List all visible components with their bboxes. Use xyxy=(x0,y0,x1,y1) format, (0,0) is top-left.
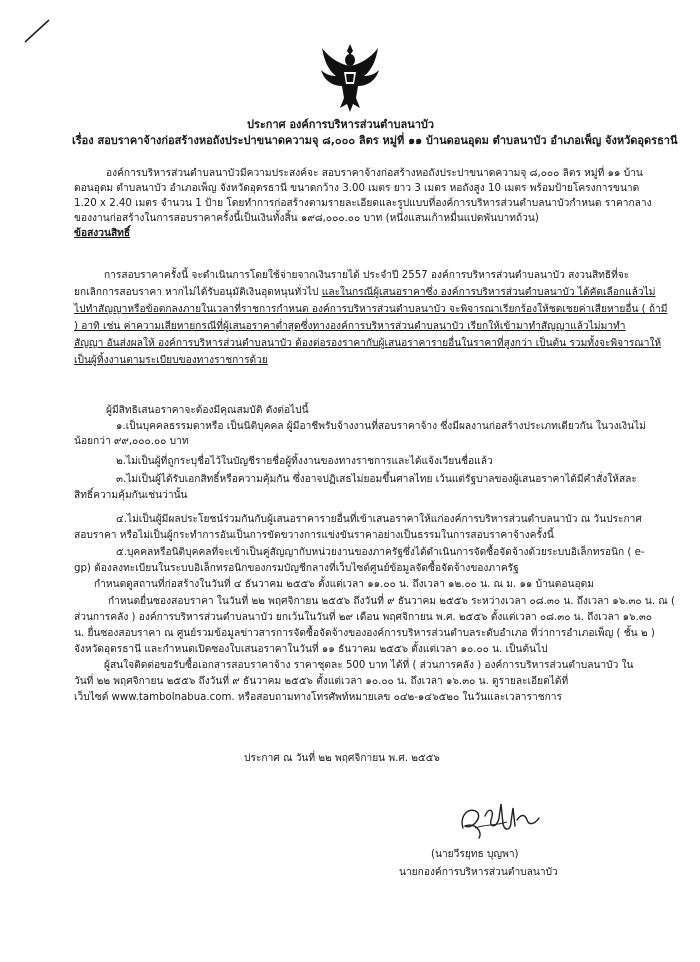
reserve-line: การสอบราคาครั้งนี้ จะดำเนินการโดยใช้จ่ายจากเงินรายได้ ประจำปี 2557 องค์การบริหารส่วนตำบลนาบัว สงวนสิทธิที่จะ xyxy=(104,270,630,281)
reserve-heading: ข้อสงวนสิทธิ์ xyxy=(74,228,131,239)
announcement-title: ประกาศ องค์การบริหารส่วนตำบลนาบัว xyxy=(247,118,435,131)
intro-line: ของงานก่อสร้างในการสอบราคาครั้งนี้เป็นเงินทั้งสิ้น ๑๙๘,๐๐๐.๐๐ บาท (หนึ่งแสนเก้าหมื่นแปดพันบาทถ้วน) xyxy=(74,213,539,224)
schedule-line: กำหนดดูสถานที่ก่อสร้างในวันที่ ๔ ธันวาคม ๒๕๕๖ ตั้งแต่เวลา ๑๑.๐๐ น. ถึงเวลา ๑๒.๐๐ น. ณ ม. ๑๑ บ้านดอนอุดม xyxy=(94,579,594,590)
reserve-line: สัญญา อันส่งผลให้ องค์การบริหารส่วนตำบลนาบัว ต้องต่อรองราคากับผู้เสนอราคารายอื่นในราคาที่สูงกว่า เป็นต้น รวมทั้งจะพิจารณาให้ xyxy=(74,338,662,349)
reserve-line: เป็นผู้ทิ้งงานตามระเบียบของทางราชการด้วย xyxy=(74,355,268,366)
intro-line: 1.20 x 2.40 เมตร จำนวน 1 ป้าย โดยทำการก่อสร้างตามรายละเอียดและรูปแบบที่องค์การบริหารส่วนตำบลนาบัวกำหนด ราคากลาง xyxy=(74,198,652,209)
schedule-line: ส่วนการคลัง ) องค์การบริหารส่วนตำบลนาบัว ยกเว้นในวันที่ ๒๙ เดือน พฤศจิกายน พ.ศ. ๒๕๕๖ ตั้งแต่เวลา ๐๘.๓๐ น. ถึงเวลา ๑๖.๓๐ xyxy=(74,612,653,623)
intro-line: ดอนอุดม ตำบลนาบัว อำเภอเพ็ญ จังหวัดอุดรธานี ขนาดกว้าง 3.00 เมตร ยาว 3 เมตร หอถังสูง 10 เมตร พร้อมป้ายโครงการขนาด xyxy=(74,183,640,194)
garuda-emblem-icon xyxy=(318,42,382,114)
signer-name: (นายวีรยุทธ บุญพา) xyxy=(431,849,519,860)
qualification-item: ๔.ไม่เป็นผู้มีผลประโยชน์ร่วมกันกับผู้เสนอราคารายอื่นที่เข้าเสนอราคาให้แก่องค์การบริหารส่วนตำบลนาบัว ณ วันประกาศ xyxy=(116,514,642,525)
announcement-subject: เรื่อง สอบราคาจ้างก่อสร้างหอถังประปาขนาดความจุ ๘,๐๐๐ ลิตร หมู่ที่ ๑๑ บ้านดอนอุดม ตำบลนาบัว อำเภอเพ็ญ จังหวัดอุดรธานี xyxy=(72,134,678,147)
qualification-item: ๒.ไม่เป็นผู้ที่ถูกระบุชื่อไว้ในบัญชีรายชื่อผู้ทิ้งงานของทางราชการและได้แจ้งเวียนชื่อแล้ว xyxy=(116,456,493,467)
schedule-line: ผู้สนใจติดต่อขอรับซื้อเอกสารสอบราคาจ้าง ราคาชุดละ 500 บาท ได้ที่ ( ส่วนการคลัง ) องค์การบริหารส่วนตำบลนาบัว ใน xyxy=(104,660,634,671)
qualification-item: สอบราคา หรือไม่เป็นผู้กระทำการอันเป็นการขัดขวางการแข่งขันราคาอย่างเป็นธรรมในการสอบราคาจ้างครั้งนี้ xyxy=(74,530,554,541)
qualification-item: ๑.เป็นบุคคลธรรมดาหรือ เป็นนิติบุคคล ผู้มีอาชีพรับจ้างงานที่สอบราคาจ้าง ซึ่งมีผลงานก่อสร้างประเภทเดียวกัน ในวงเงินไม่ xyxy=(116,421,646,432)
reserve-line: ไปทำสัญญาหรือข้อตกลงภายในเวลาที่ราชการกำหนด องค์การบริหารส่วนตำบลนาบัว จะพิจารณาเรียกร้องให้ชดเชยค่าเสียหายอื่น ( ถ้ามี xyxy=(74,304,668,315)
pen-mark-icon xyxy=(22,14,52,44)
qualification-item: gp) ต้องลงทะเบียนในระบบอิเล็กทรอนิกของกรมบัญชีกลางที่เว็บไซต์ศูนย์ข้อมูลจัดซื้อจัดจ้างของภาครัฐ xyxy=(74,563,519,574)
reserve-line: ยกเลิกการสอบราคา หากไม่ได้รับอนุมัติเงินอุดหนุนทั่วไป และในกรณีผู้เสนอราคาซึ่ง องค์การบริหารส่วนตำบลนาบัว ได้คัดเลือกแล้วไม่ xyxy=(74,287,656,298)
qualification-item: สิทธิ์ความคุ้มกันเช่นว่านั้น xyxy=(74,490,188,501)
qualification-item: ๓.ไม่เป็นผู้ได้รับเอกสิทธิ์หรือความคุ้มกัน ซึ่งอาจปฏิเสธไม่ยอมขึ้นศาลไทย เว้นแต่รัฐบาลของผู้เสนอราคาได้มีคำสั่งให้สละ xyxy=(116,474,637,485)
signature-image xyxy=(455,798,545,843)
schedule-line: เว็บไซต์ www.tambolnabua.com. หรือสอบถามทางโทรศัพท์หมายเลข ๐๔๒-๑๔๖๕๒๐ ในวันและเวลาราชการ xyxy=(74,692,562,703)
schedule-line: จังหวัดอุดรธานี และกำหนดเปิดซองใบเสนอราคาในวันที่ ๑๑ ธันวาคม ๒๕๕๖ ตั้งแต่เวลา ๑๐.๐๐ น. เป็นต้นไป xyxy=(74,644,548,655)
intro-line: องค์การบริหารส่วนตำบลนาบัวมีความประสงค์จะ สอบราคาจ้างก่อสร้างหอถังประปาขนาดความจุ ๘,๐๐๐ ลิตร หมู่ที่ ๑๑ บ้าน xyxy=(106,168,643,179)
qualification-item: น้อยกว่า ๙๙,๐๐๐.๐๐ บาท xyxy=(74,436,189,447)
qualification-item: ๕.บุคคลหรือนิติบุคคลที่จะเข้าเป็นคู่สัญญากับหน่วยงานของภาครัฐซึ่งได้ดำเนินการจัดซื้อจัดจ้างด้วยระบบอิเล็กทรอนิก ( e- xyxy=(116,547,645,558)
schedule-line: วันที่ ๒๒ พฤศจิกายน ๒๕๕๖ ถึงวันที่ ๙ ธันวาคม ๒๕๕๖ ตั้งแต่เวลา ๑๐.๐๐ น. ถึงเวลา ๑๖.๓๐ น. ดูรายละเอียดได้ที่ xyxy=(74,676,569,687)
reserve-line: ) อาทิ เช่น ค่าความเสียหายกรณีที่ผู้เสนอราคาต่ำสุดซึ่งทางองค์การบริหารส่วนตำบลนาบัว เรียกให้เข้ามาทำสัญญาแล้วไม่มาทำ xyxy=(74,321,626,332)
announcement-date: ประกาศ ณ วันที่ ๒๒ พฤศจิกายน พ.ศ. ๒๕๕๖ xyxy=(244,753,440,764)
schedule-line: น. ยื่นซองสอบราคา ณ ศูนย์รวมข้อมูลข่าวสารการจัดซื้อจัดจ้างขององค์การบริหารส่วนตำบลระดับอำเภอ ที่ว่าการอำเภอเพ็ญ ( ชั้น ๒ ) xyxy=(74,628,655,639)
schedule-line: กำหนดยื่นซองสอบราคา ในวันที่ ๒๒ พฤศจิกายน ๒๕๕๖ ถึงวันที่ ๙ ธันวาคม ๒๕๕๖ ระหว่างเวลา ๐๘.๓๐ น. ถึงเวลา ๑๖.๓๐ น. ณ ( xyxy=(108,596,675,607)
signer-position: นายกองค์การบริหารส่วนตำบลนาบัว xyxy=(399,867,558,878)
qualification-heading: ผู้มีสิทธิเสนอราคาจะต้องมีคุณสมบัติ ดังต่อไปนี้ xyxy=(106,405,309,416)
